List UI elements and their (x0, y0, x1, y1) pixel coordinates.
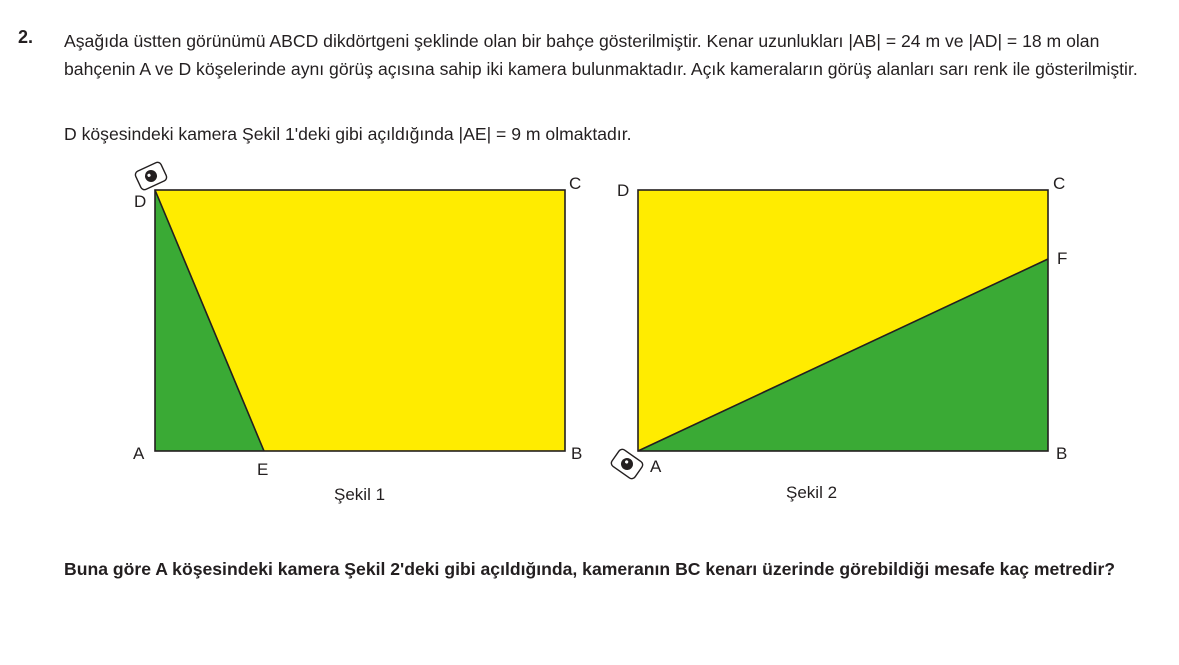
question-prompt: Buna göre A köşesindeki kamera Şekil 2'deki gibi açıldığında, kameranın BC kenarı üzerinde görebildiği mesafe kaç metredir? (64, 559, 1116, 579)
figure-1-label-b: B (571, 444, 583, 463)
question-number: 2. (18, 27, 34, 47)
figure-2-label-c: C (1053, 174, 1066, 193)
figure-1-label-c: C (569, 174, 582, 193)
figure-1-label-d: D (134, 192, 147, 211)
figure-2-label-a: A (650, 457, 662, 476)
figure-2-label-d: D (617, 181, 630, 200)
figure-2-label-b: B (1056, 444, 1068, 463)
figure-1 (133, 161, 582, 504)
figure-2-caption: Şekil 2 (786, 483, 838, 502)
figure-2-label-f: F (1057, 249, 1068, 268)
camera-icon (610, 448, 644, 480)
figure-1-caption: Şekil 1 (334, 485, 386, 504)
question-intro: Aşağıda üstten görünümü ABCD dikdörtgeni şeklinde olan bir bahçe gösterilmiştir. Kenar uzunlukları |AB| = 24 m ve |AD| = 18 m olan bahçenin A ve D köşelerinde aynı görüş açısına sahip iki kamera bulunmaktadır. Açık kameraların görüş alanları sarı renk ile gösterilmiştir. (64, 31, 1138, 79)
camera-icon (134, 161, 168, 191)
question-given-info: D köşesindeki kamera Şekil 1'deki gibi açıldığında |AE| = 9 m olmaktadır. (64, 124, 632, 144)
figure-2 (610, 174, 1068, 502)
figure-1-label-a: A (133, 444, 145, 463)
figure-1-label-e: E (257, 460, 269, 479)
